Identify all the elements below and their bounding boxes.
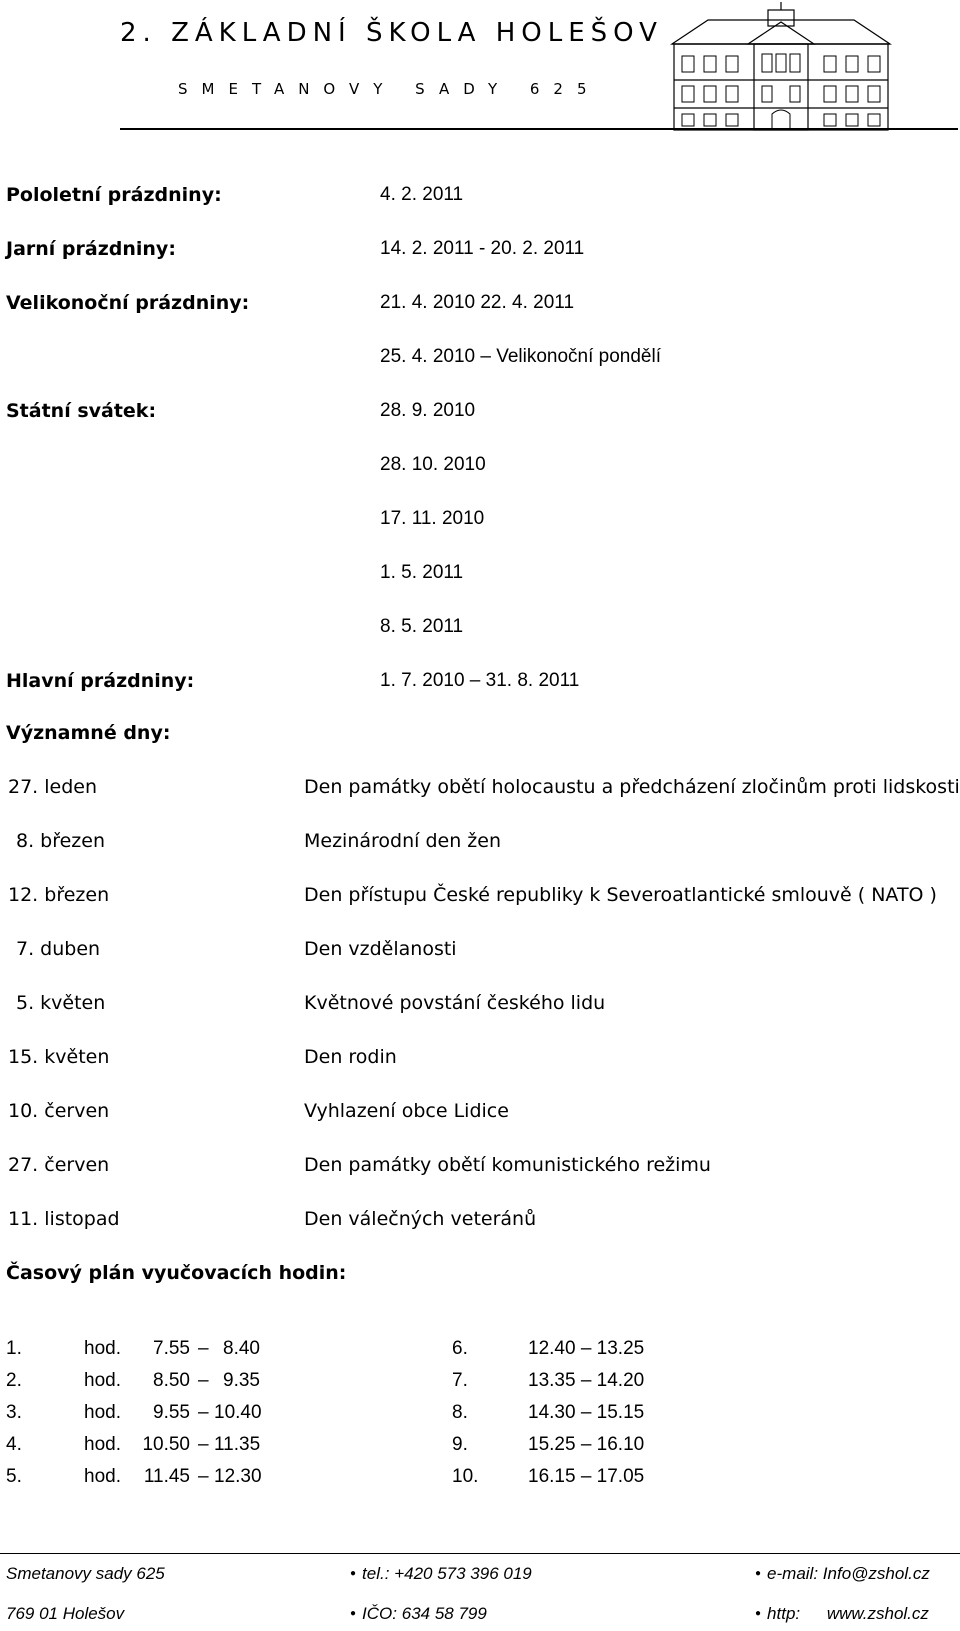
school-name: 2. ZÁKLADNÍ ŠKOLA HOLEŠOV — [120, 18, 663, 48]
lesson-dash: – — [198, 1402, 209, 1423]
lesson-unit: hod. — [84, 1402, 121, 1423]
footer-tel-value: +420 573 396 019 — [394, 1564, 532, 1583]
significant-day-date: 7. duben — [16, 938, 101, 960]
significant-day-name: Den památky obětí komunistického režimu — [304, 1154, 711, 1176]
lesson-number: 7. — [452, 1370, 468, 1391]
lesson-number: 4. — [6, 1434, 22, 1455]
significant-day-date: 10. červen — [8, 1100, 110, 1122]
lesson-unit: hod. — [84, 1466, 121, 1487]
lesson-unit: hod. — [84, 1338, 121, 1359]
schedule-title: Časový plán vyučovacích hodin: — [6, 1262, 347, 1284]
lesson-start: 7.55 — [153, 1338, 190, 1359]
holiday-value-statni-1: 28. 9. 2010 — [380, 400, 476, 421]
footer-ico-label: IČO: — [362, 1604, 397, 1623]
lesson-end: 8.40 — [223, 1338, 260, 1359]
significant-days-title: Významné dny: — [6, 722, 171, 744]
significant-day-name: Den vzdělanosti — [304, 938, 457, 960]
lesson-start: 9.55 — [153, 1402, 190, 1423]
lesson-time: 15.25 – 16.10 — [528, 1434, 645, 1455]
footer-address-line1: Smetanovy sady 625 — [6, 1564, 165, 1583]
footer-ico-value: 634 58 799 — [401, 1604, 487, 1623]
lesson-end: 10.40 — [214, 1402, 262, 1423]
significant-day-date: 11. listopad — [8, 1208, 120, 1230]
holiday-label-pololetni: Pololetní prázdniny: — [6, 184, 222, 206]
lesson-end: 11.35 — [214, 1434, 261, 1455]
school-building-illustration — [668, 2, 894, 132]
lesson-unit: hod. — [84, 1370, 121, 1391]
footer-email-label: e-mail: — [767, 1564, 819, 1583]
holiday-value-statni-2: 28. 10. 2010 — [380, 454, 486, 475]
lesson-number: 2. — [6, 1370, 22, 1391]
holiday-value-hlavni: 1. 7. 2010 – 31. 8. 2011 — [380, 670, 580, 691]
lesson-dash: – — [198, 1338, 209, 1359]
footer-http-label: http: — [767, 1604, 801, 1623]
significant-day-name: Den válečných veteránů — [304, 1208, 537, 1230]
lesson-dash: – — [198, 1466, 209, 1487]
lesson-unit: hod. — [84, 1434, 121, 1455]
lesson-number: 1. — [6, 1338, 22, 1359]
significant-day-name: Den přístupu České republiky k Severoatlantické smlouvě ( NATO ) — [304, 884, 937, 906]
holiday-value-statni-5: 8. 5. 2011 — [380, 616, 464, 637]
school-address: SMETANOVY SADY 625 — [178, 80, 601, 98]
holiday-value-velikonocni: 21. 4. 2010 22. 4. 2011 — [380, 292, 575, 313]
footer-tel-label: tel.: — [362, 1564, 390, 1583]
significant-day-name: Mezinárodní den žen — [304, 830, 501, 852]
bullet-icon: ● — [350, 1608, 357, 1619]
lesson-start: 8.50 — [153, 1370, 190, 1391]
bullet-icon: ● — [755, 1568, 762, 1579]
footer-ico — [350, 1604, 487, 1624]
footer-http-value[interactable]: www.zshol.cz — [826, 1604, 929, 1623]
lesson-time: 12.40 – 13.25 — [528, 1338, 645, 1359]
significant-day-name: Vyhlazení obce Lidice — [304, 1100, 509, 1122]
holiday-label-hlavni: Hlavní prázdniny: — [6, 670, 195, 692]
lesson-number: 5. — [6, 1466, 22, 1487]
lesson-end: 12.30 — [214, 1466, 262, 1487]
significant-day-date: 27. leden — [8, 776, 98, 798]
footer-http — [755, 1604, 929, 1624]
lesson-number: 6. — [452, 1338, 468, 1359]
footer-tel — [350, 1564, 532, 1584]
lesson-time: 16.15 – 17.05 — [528, 1466, 645, 1487]
lesson-number: 10. — [452, 1466, 479, 1487]
significant-day-date: 15. květen — [8, 1046, 110, 1068]
lesson-number: 8. — [452, 1402, 468, 1423]
lesson-time: 14.30 – 15.15 — [528, 1402, 645, 1423]
significant-day-date: 27. červen — [8, 1154, 110, 1176]
footer-address-line2: 769 01 Holešov — [6, 1604, 125, 1623]
significant-day-date: 8. březen — [16, 830, 106, 852]
significant-day-date: 5. květen — [16, 992, 106, 1014]
holiday-label-velikonocni: Velikonoční prázdniny: — [6, 292, 250, 314]
lesson-dash: – — [198, 1370, 209, 1391]
footer-divider — [0, 1553, 960, 1554]
holiday-value-jarni: 14. 2. 2011 - 20. 2. 2011 — [380, 238, 585, 259]
holiday-value-statni-3: 17. 11. 2010 — [380, 508, 485, 529]
bullet-icon: ● — [755, 1608, 762, 1619]
holiday-label-statni-svatek: Státní svátek: — [6, 400, 157, 422]
holiday-label-jarni: Jarní prázdniny: — [6, 238, 176, 260]
significant-day-name: Den rodin — [304, 1046, 397, 1068]
holiday-value-statni-4: 1. 5. 2011 — [380, 562, 464, 583]
lesson-start: 11.45 — [143, 1466, 190, 1487]
significant-day-name: Den památky obětí holocaustu a předcházení zločinům proti lidskosti — [304, 776, 960, 798]
bullet-icon: ● — [350, 1568, 357, 1579]
footer-email-value[interactable]: Info@zshol.cz — [822, 1564, 930, 1583]
lesson-start: 10.50 — [142, 1434, 190, 1455]
significant-day-name: Květnové povstání českého lidu — [304, 992, 606, 1014]
lesson-time: 13.35 – 14.20 — [528, 1370, 645, 1391]
significant-day-date: 12. březen — [8, 884, 110, 906]
lesson-dash: – — [198, 1434, 209, 1455]
holiday-value-velikonocni-pondeli: 25. 4. 2010 – Velikonoční pondělí — [380, 346, 662, 367]
lesson-number: 3. — [6, 1402, 22, 1423]
footer-email — [755, 1564, 930, 1584]
holiday-value-pololetni: 4. 2. 2011 — [380, 184, 464, 205]
lesson-end: 9.35 — [223, 1370, 260, 1391]
lesson-number: 9. — [452, 1434, 468, 1455]
